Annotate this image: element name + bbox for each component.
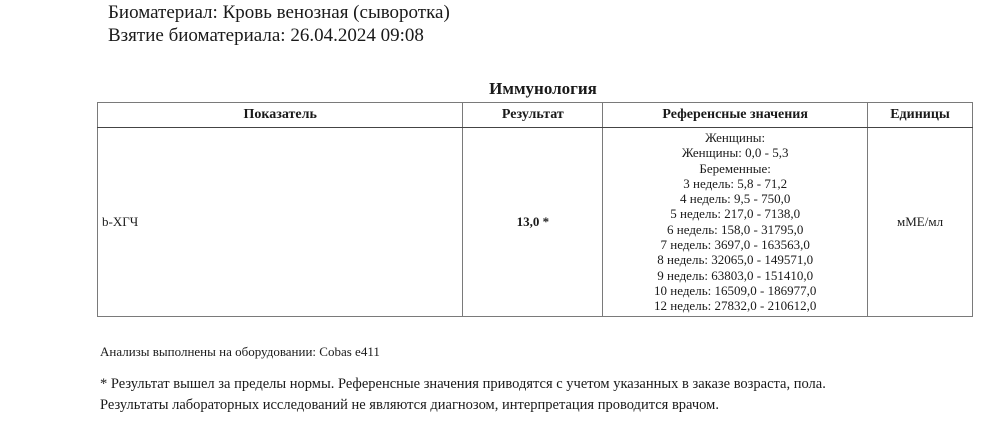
reference-line: 9 недель: 63803,0 - 151410,0 bbox=[657, 267, 814, 283]
table-header-row bbox=[98, 103, 973, 128]
reference-line: 6 недель: 158,0 - 31795,0 bbox=[667, 221, 804, 237]
column-header-units: Единицы bbox=[868, 103, 973, 128]
collection-datetime-label: Взятие биоматериала: 26.04.2024 09:08 bbox=[108, 25, 424, 46]
equipment-note: Анализы выполнены на оборудовании: Cobas e411 bbox=[100, 344, 380, 359]
reference-line: Женщины: bbox=[705, 130, 766, 145]
table-row bbox=[98, 128, 973, 317]
section-title: Иммунология bbox=[489, 79, 597, 98]
column-header-parameter: Показатель bbox=[98, 103, 463, 128]
biomaterial-label: Биоматериал: Кровь венозная (сыворотка) bbox=[108, 2, 450, 23]
reference-line: 5 недель: 217,0 - 7138,0 bbox=[670, 206, 801, 222]
footnote-disclaimer: Результаты лабораторных исследований не являются диагнозом, интерпретация проводится врачом. bbox=[100, 397, 719, 413]
reference-line: 10 недель: 16509,0 - 186977,0 bbox=[654, 282, 817, 298]
reference-line: Беременные: bbox=[699, 160, 771, 176]
reference-line: 12 недель: 27832,0 - 210612,0 bbox=[654, 298, 817, 314]
reference-line: Женщины: 0,0 - 5,3 bbox=[681, 145, 789, 161]
column-header-result: Результат bbox=[463, 103, 603, 128]
results-table bbox=[97, 102, 973, 317]
footnote-out-of-range: * Результат вышел за пределы нормы. Референсные значения приводятся с учетом указанных в заказе возраста, пола. bbox=[100, 376, 826, 392]
reference-line: 3 недель: 5,8 - 71,2 bbox=[683, 175, 788, 191]
reference-line: 7 недель: 3697,0 - 163563,0 bbox=[660, 237, 810, 253]
reference-line: 8 недель: 32065,0 - 149571,0 bbox=[657, 252, 814, 268]
result-value: 13,0 * bbox=[463, 128, 603, 317]
reference-values bbox=[603, 128, 868, 317]
unit-value: мМЕ/мл bbox=[868, 128, 973, 317]
column-header-reference: Референсные значения bbox=[603, 103, 868, 128]
reference-line: 4 недель: 9,5 - 750,0 bbox=[680, 191, 791, 207]
parameter-name: b-ХГЧ bbox=[98, 128, 463, 317]
